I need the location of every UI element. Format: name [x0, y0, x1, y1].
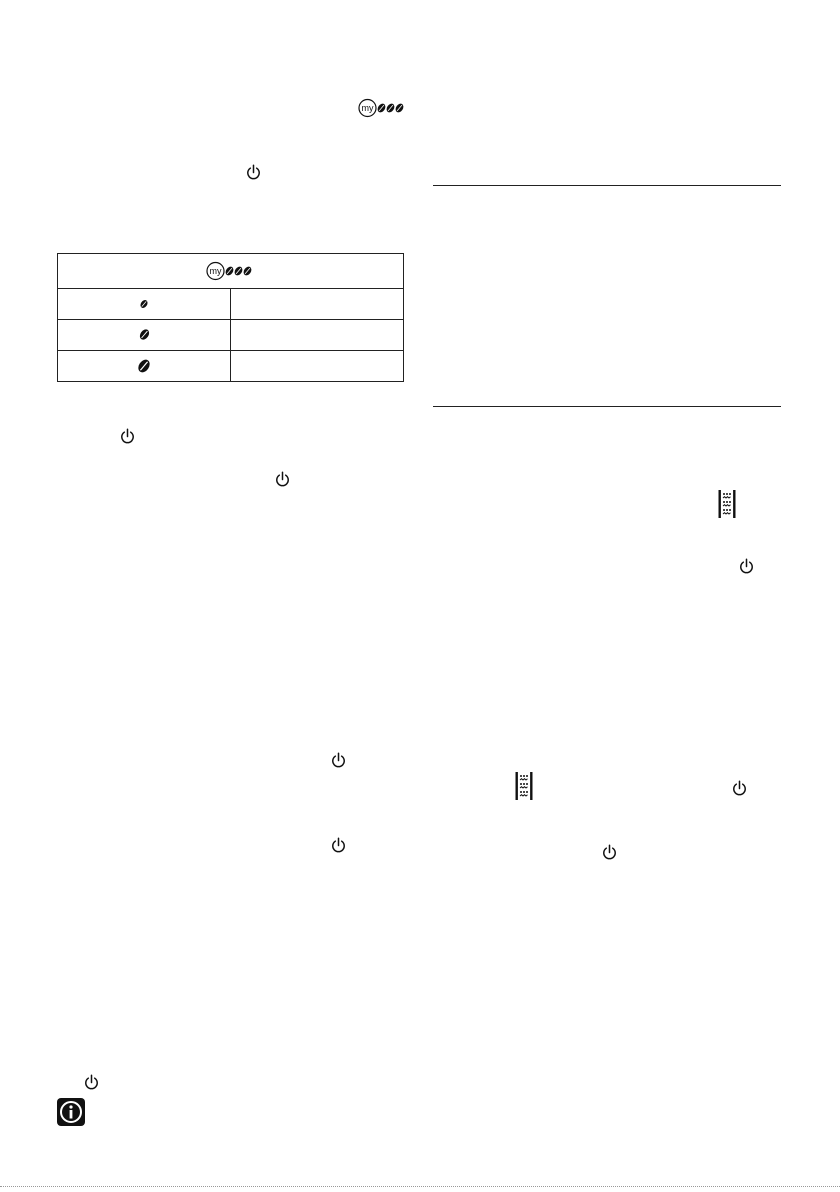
power-icon: [246, 164, 261, 181]
section-divider-bottom: [433, 406, 781, 407]
intensity-table-header: [58, 254, 404, 289]
power-icon: [739, 558, 754, 575]
power-icon: [331, 837, 346, 854]
my-logo-text: my: [361, 103, 374, 113]
power-icon: [120, 428, 135, 445]
table-row: [58, 320, 404, 351]
power-icon: [331, 752, 346, 769]
my-logo-text: my: [209, 266, 221, 276]
intensity-description: [231, 320, 404, 351]
intensity-description: [231, 351, 404, 382]
my-intensity-icon: [358, 98, 408, 118]
coffee-bean-medium-icon: [58, 320, 231, 351]
descale-icon: [717, 489, 737, 519]
intensity-description: [231, 289, 404, 320]
intensity-table: [57, 253, 404, 382]
info-icon: [57, 1098, 85, 1126]
coffee-bean-small-icon: [58, 289, 231, 320]
page-footer-rule: [0, 1186, 840, 1187]
power-icon: [84, 1074, 99, 1091]
section-divider-top: [433, 185, 781, 186]
table-row: [58, 289, 404, 320]
descale-icon: [514, 771, 534, 801]
table-row: [58, 351, 404, 382]
coffee-bean-large-icon: [58, 351, 231, 382]
my-intensity-icon: [206, 261, 256, 281]
power-icon: [602, 844, 617, 861]
power-icon: [732, 780, 747, 797]
power-icon: [275, 471, 290, 488]
